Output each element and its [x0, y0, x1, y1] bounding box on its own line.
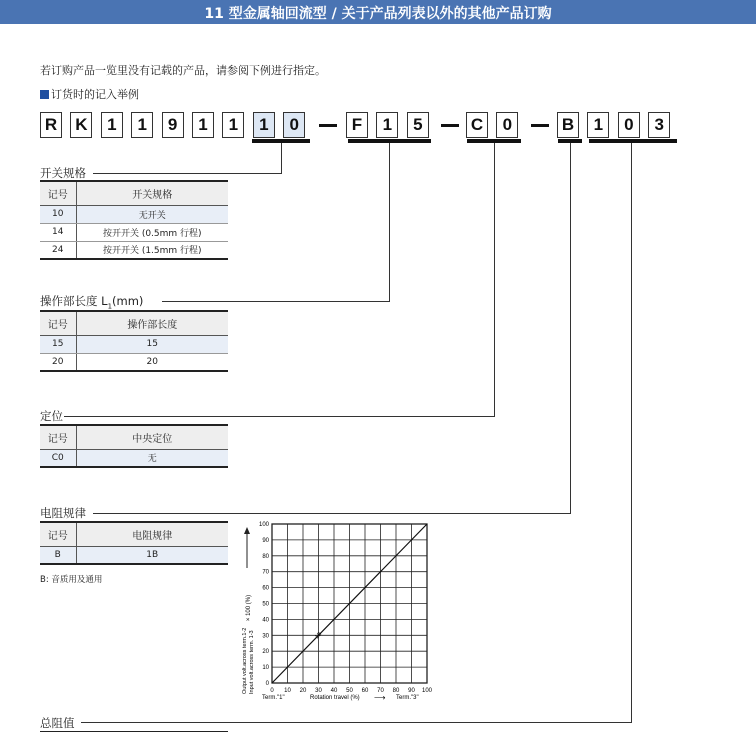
part-number-char-box: B [557, 112, 579, 138]
leader-resistance-v [631, 143, 632, 722]
table-cell: 20 [76, 353, 228, 371]
page-title: 11 型金属轴回流型 / 关于产品列表以外的其他产品订购 [204, 6, 552, 22]
table-cell: 20 [40, 353, 76, 371]
x-tick-label: 20 [299, 688, 307, 694]
table-header: 记号 [40, 522, 76, 546]
y-tick-label: 30 [262, 633, 269, 640]
part-number-char-box: 0 [496, 112, 518, 138]
y-tick-label: 60 [262, 585, 269, 592]
example-label [40, 86, 139, 102]
x-axis-label-term3: Term."3" [396, 695, 419, 701]
y-axis-arrow-head [244, 527, 250, 534]
part-number-char-box: K [70, 112, 92, 138]
part-number-char-box: 0 [618, 112, 640, 138]
x-tick-label: 60 [361, 688, 369, 694]
table-cell: 按开开关 (1.5mm 行程) [76, 241, 228, 259]
y-tick-label: 50 [262, 601, 269, 608]
x-tick-label: 0 [270, 688, 274, 694]
leader-detent-v [494, 143, 495, 416]
leader-length-v [389, 143, 390, 301]
part-number-char-box: 9 [162, 112, 184, 138]
total-resistance-underline [40, 731, 228, 732]
y-axis-label-percent: × 100 (%) [246, 594, 252, 622]
length-section-label [40, 293, 143, 310]
leader-length-h [162, 301, 390, 302]
y-tick-label: 10 [262, 665, 269, 672]
length-label-main: 操作部长度 L [40, 294, 108, 308]
table-row [40, 353, 228, 371]
table-header: 中央定位 [76, 425, 228, 449]
y-tick-label: 80 [262, 553, 269, 560]
taper-note: B: 音质用及通用 [40, 575, 103, 585]
table-header: 记号 [40, 181, 76, 205]
table-header: 记号 [40, 311, 76, 335]
x-tick-label: 70 [377, 688, 384, 694]
table-row [40, 241, 228, 259]
table-header: 电阻规律 [76, 522, 228, 546]
table-cell: 无开关 [76, 205, 228, 223]
leader-resistance-h [81, 722, 632, 723]
table-cell: 按开开关 (0.5mm 行程) [76, 223, 228, 241]
table-row [40, 546, 228, 564]
square-bullet-icon [40, 90, 49, 99]
taper-section-label: 电阻规律 [40, 506, 86, 520]
part-number-char-box: F [346, 112, 368, 138]
part-number-char-box: 3 [648, 112, 670, 138]
table-cell: 14 [40, 223, 76, 241]
length-label-unit: (mm) [112, 294, 144, 308]
leader-detent-h [64, 416, 495, 417]
part-number-char-box: 1 [101, 112, 123, 138]
x-tick-label: 80 [392, 688, 400, 694]
part-number-char-box: 1 [376, 112, 398, 138]
pn-dash-3 [531, 124, 549, 127]
pn-dash-1 [319, 124, 337, 127]
example-label-text: 订货时的记入举例 [51, 88, 139, 101]
taper-spec-table [40, 521, 228, 565]
switch-section-label: 开关规格 [40, 166, 86, 180]
y-tick-label: 0 [265, 681, 269, 687]
part-number-char-box: 0 [283, 112, 305, 138]
table-cell: B [40, 546, 76, 564]
y-axis-label-output: Output volt.across term.1-2 [242, 627, 248, 694]
x-tick-label: 100 [421, 688, 433, 694]
table-row [40, 449, 228, 467]
table-cell: 15 [76, 335, 228, 353]
y-tick-label: 100 [258, 522, 269, 528]
x-tick-label: 50 [346, 688, 353, 694]
table-cell: 15 [40, 335, 76, 353]
leader-taper-v [570, 143, 571, 513]
part-number-char-box: 1 [253, 112, 275, 138]
length-spec-table [40, 310, 228, 372]
part-number-char-box: 1 [131, 112, 153, 138]
leader-switch-v [281, 143, 282, 173]
x-axis-arrow: ⟶ [374, 693, 386, 702]
y-axis-label-input: Input volt.across term. 1-3 [249, 630, 255, 694]
leader-switch-h [93, 173, 282, 174]
table-header: 开关规格 [76, 181, 228, 205]
part-number-char-box: 1 [587, 112, 609, 138]
y-tick-label: 90 [262, 537, 269, 544]
x-tick-label: 10 [284, 688, 291, 694]
table-row [40, 223, 228, 241]
length-label-sub: 1 [107, 302, 113, 311]
intro-text: 若订购产品一览里没有记载的产品，请参阅下例进行指定。 [40, 64, 326, 77]
pn-dash-2 [441, 124, 459, 127]
detent-spec-table [40, 424, 228, 468]
table-cell: 1B [76, 546, 228, 564]
x-tick-label: 40 [330, 688, 338, 694]
part-number-char-box: 1 [192, 112, 214, 138]
taper-curve-chart [236, 516, 446, 706]
table-header: 操作部长度 [76, 311, 228, 335]
x-axis-label-travel: Rotation travel (%) [310, 695, 360, 701]
table-cell: 无 [76, 449, 228, 467]
series-label: 1B [314, 631, 324, 641]
table-cell: 10 [40, 205, 76, 223]
y-tick-label: 20 [262, 649, 269, 656]
part-number-char-box: C [466, 112, 488, 138]
y-tick-label: 70 [262, 569, 269, 576]
total-resistance-label: 总阻值 [40, 716, 75, 730]
table-row [40, 205, 228, 223]
x-tick-label: 30 [315, 688, 322, 694]
x-axis-label-term1: Term."1" [262, 695, 285, 701]
y-tick-label: 40 [262, 617, 269, 624]
part-number-char-box: 1 [222, 112, 244, 138]
part-number-char-box: R [40, 112, 62, 138]
header-bar [0, 0, 756, 24]
table-cell: 24 [40, 241, 76, 259]
table-header: 记号 [40, 425, 76, 449]
x-tick-label: 90 [408, 688, 415, 694]
pn-underline-resistance [589, 139, 677, 143]
part-number-char-box: 5 [407, 112, 429, 138]
table-cell: C0 [40, 449, 76, 467]
switch-spec-table [40, 180, 228, 260]
table-row [40, 335, 228, 353]
detent-section-label: 定位 [40, 409, 63, 423]
leader-taper-h [93, 513, 571, 514]
